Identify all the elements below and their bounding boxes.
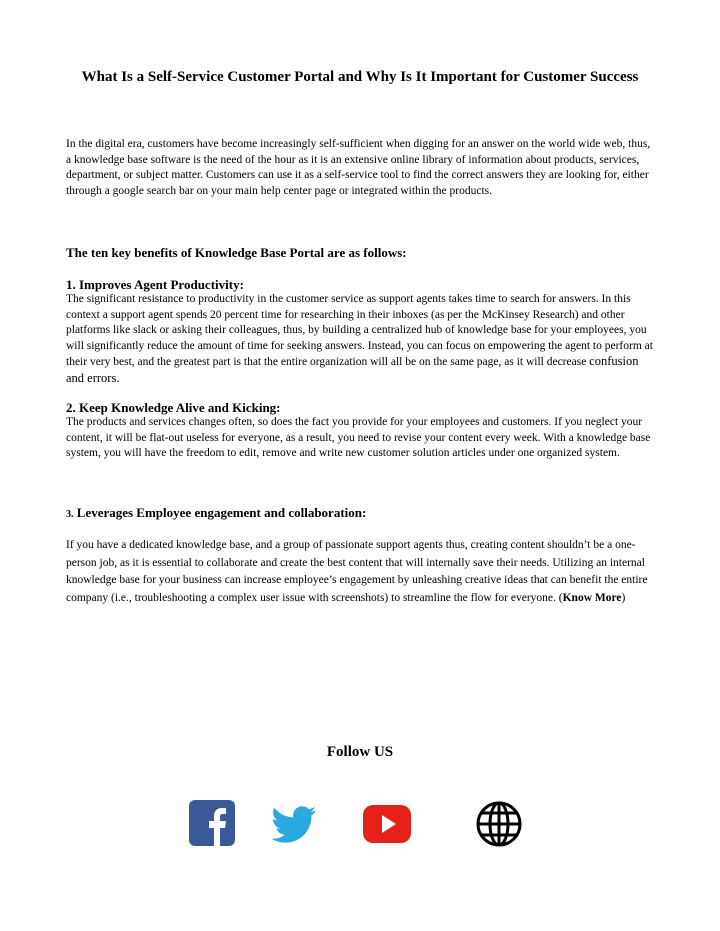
section-1-body-text: The significant resistance to productivity in the customer service as support agents takes time to search for answers. In this context a support agent spends 20 percent time for researching in their inboxes (as per the McKinsey Research) and other platforms like slack or asking their colleagues, thus, by building a centralized hub of knowledge base for your employees, you will significantly reduce the amount of time for seeking answers. Instead, you can focus on empowering the agent to perform at their very best, and the greatest part is that the entire organization will all be on the same page, as it will decrease [66, 293, 653, 368]
globe-icon[interactable] [475, 800, 523, 848]
benefits-heading: The ten key benefits of Knowledge Base Portal are as follows: [66, 245, 407, 260]
facebook-icon[interactable] [189, 800, 237, 848]
section-3-body [66, 537, 658, 607]
section-2-heading: 2. Keep Knowledge Alive and Kicking: [66, 400, 281, 415]
section-1-heading: 1. Improves Agent Productivity: [66, 277, 244, 292]
section-3-body-end: ) [621, 591, 626, 604]
section-1-body-end: confusion and errors. [66, 354, 639, 385]
section-1-body [66, 292, 658, 387]
section-3-number: 3. [66, 509, 74, 520]
document-title: What Is a Self-Service Customer Portal and Why Is It Important for Customer Success [81, 69, 639, 85]
know-more-link[interactable]: Know More [562, 591, 622, 604]
section-3-heading [66, 504, 366, 523]
youtube-icon[interactable] [363, 800, 411, 848]
intro-paragraph: In the digital era, customers have become increasingly self-sufficient when digging for an answer on the world wide web, thus, a knowledge base software is the need of the hour as it is an extensive online library of information about products, services, department, or subject matter. Customers can use it as a self-service tool to find the correct answers they are looking for, either through a google search bar on your main help center page or integrated within the products. [66, 138, 651, 197]
twitter-icon[interactable] [270, 800, 318, 848]
section-3-body-text: If you have a dedicated knowledge base, and a group of passionate support agents thus, creating content shouldn’t be a one-person job, as it is essential to collaborate and create the best content that will internally save their needs. Utilizing an internal knowledge base for your business can increase employee’s engagement by unleashing creative ideas that can benefit the entire company (i.e., troubleshooting a complex user issue with screenshots) to streamline the flow for everyone. ( [66, 539, 648, 604]
follow-us-heading: Follow US [326, 744, 394, 760]
section-3-heading-text: Leverages Employee engagement and collaboration: [76, 505, 367, 520]
section-2-body: The products and services changes often, so does the fact you provide for your employees and customers. If you neglect your content, it will be flat-out useless for everyone, as a result, you need to revise your content every week. With a knowledge base system, you will have the freedom to edit, remove and write new customer solution articles under one organized system. [66, 416, 651, 459]
